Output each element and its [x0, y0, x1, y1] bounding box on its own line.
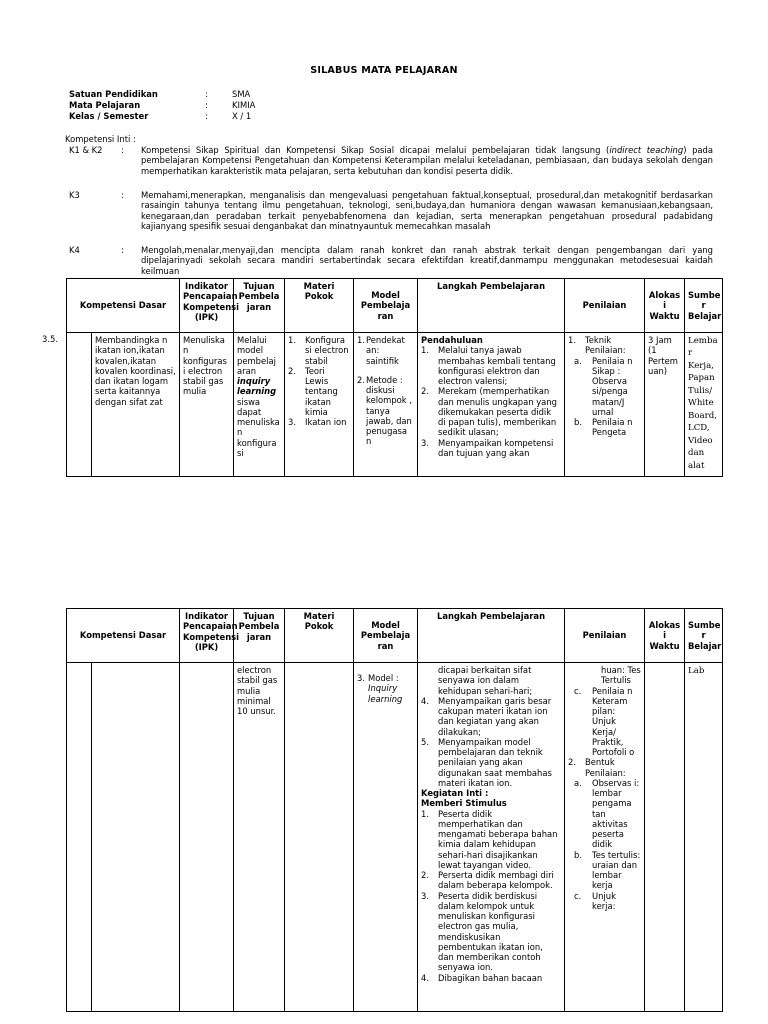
header-model: Model Pembelaja ran [354, 609, 418, 663]
cell-materi [285, 663, 354, 1012]
list-item [574, 686, 641, 758]
list-item [574, 417, 641, 438]
kd-number: 3.5. [42, 334, 58, 344]
cell-empty [67, 333, 92, 477]
cell-sumber: Lab [685, 663, 723, 1012]
item-text: Metode : diskusi kelompok , tanya jawab, dan penugasa n [366, 374, 412, 447]
cell-ipk [180, 663, 234, 1012]
list-item [568, 757, 641, 778]
meta-value: X / 1 [232, 111, 252, 121]
header-tujuan: Tujuan Pembela jaran [234, 609, 285, 663]
item-text: Teknik Penilaian: [585, 335, 626, 356]
cell-kd [92, 663, 180, 1012]
tujuan-text: Melalui model pembelaj aran [237, 335, 276, 376]
list-item [421, 891, 561, 973]
item-num: 3. [288, 417, 297, 427]
ki-code: K4 [69, 245, 80, 255]
item-num: 4. [421, 695, 430, 706]
item-text: Penilaia n Sikap : Observa si/penga matan/J urnal [592, 355, 633, 417]
item-num: 2. [568, 757, 577, 768]
header-ipk: Indikator Pencapaian Kompetensi (IPK) [180, 279, 234, 333]
item-text: Penilaia n Pengeta [592, 417, 633, 438]
item-num: 1. [357, 335, 366, 345]
model-label: Model : [368, 673, 399, 683]
cell-alokasi [645, 663, 685, 1012]
cell-model [354, 333, 418, 477]
stimulus-heading: Memberi Stimulus [421, 798, 507, 809]
item-text: Melalui tanya jawab membahas kembali tentang konfigurasi elektron dan electron valensi; [438, 345, 556, 386]
cell-langkah [418, 663, 565, 1012]
item-text: Konfigura si electron stabil [305, 335, 349, 366]
list-item [421, 696, 561, 737]
item-num: b. [574, 849, 582, 860]
list-item [421, 737, 561, 788]
header-model: Model Pembelaja ran [354, 279, 418, 333]
header-sumber: Sumbe r Belajar [685, 609, 723, 663]
item-num: 2. [421, 386, 430, 397]
header-langkah: Langkah Pembelajaran [418, 609, 565, 663]
cell-sumber: Lemba r Kerja, Papan Tulis/ White Board, LCD, Video dan alat [685, 333, 723, 477]
item-num: 4. [421, 972, 430, 983]
list-item [357, 335, 414, 366]
item-text: Peserta didik memperhatikan dan mengamati beberapa bahan kimia dalam kehidupan sehari-hari disajikankan lewat tayangan video. [438, 808, 558, 870]
list-item [574, 891, 641, 912]
syllabus-table-2 [66, 608, 723, 1012]
langkah-continued: dicapai berkaitan sifat senyawa ion dalam kehidupan sehari-hari; [438, 665, 533, 696]
cell-alokasi: 3 Jam (1 Pertem uan) [645, 333, 685, 477]
meta-value: SMA [232, 89, 251, 99]
page-title: SILABUS MATA PELAJARAN [310, 65, 458, 76]
item-num: 5. [421, 736, 430, 747]
ki-heading: Kompetensi Inti : [65, 134, 136, 144]
item-num: c. [574, 685, 582, 696]
item-text: Unjuk kerja: [592, 890, 616, 911]
list-item [357, 673, 414, 704]
ki-text: Memahami,menerapkan, menganalisis dan mengevaluasi pengetahuan faktual,konseptual, prosedural,dan metakognitif berdasarkan rasaingin tahunya tentang ilmu pengetahuan, teknologi, seni,budaya,dan humaniora dengan wawasan kemanusiaan,kebangsaan, kenegaraan,dan peradaban terkait penyebabfenomena dan kejadian, serta menerapkan pengetahuan prosedural padabidang kajianyang spesifik sesuai denganbakat dan minatnyauntuk memecahkan masalah [141, 190, 713, 231]
item-num: 2. [421, 870, 430, 880]
list-item [421, 386, 561, 437]
header-tujuan: Tujuan Pembela jaran [234, 279, 285, 333]
cell-ipk: Menuliska n konfiguras i electron stabil gas mulia [180, 333, 234, 477]
ki-sep: : [121, 245, 124, 255]
header-kd: Kompetensi Dasar [67, 609, 180, 663]
item-text: Merekam (memperhatikan dan menulis ungkapan yang dikemukakan peserta didik di papan tulis), memberikan sedikit ulasan; [438, 386, 557, 438]
list-item [421, 870, 561, 891]
ki-text: Mengolah,menalar,menyaji,dan mencipta dalam ranah konkret dan ranah abstrak terkait dengan pengembangan dari yang dipelajarinyadi sekolah secara mandiri sertabertindak secara efektifdan kreatif,danmampu menggunakan metodesesuai kaidah keilmuan [141, 245, 713, 276]
header-alokasi: Alokas i Waktu [645, 279, 685, 333]
list-item [568, 335, 641, 356]
item-text [368, 673, 414, 704]
item-num: 1. [568, 335, 577, 345]
item-num: 1. [421, 345, 430, 356]
list-item [574, 778, 641, 850]
list-item [288, 417, 350, 427]
list-item [288, 335, 350, 366]
item-text: Menyampaikan kompetensi dan tujuan yang akan [438, 437, 554, 458]
item-num: a. [574, 777, 582, 788]
ki-code: K1 & K2 [69, 145, 103, 155]
list-item [574, 356, 641, 418]
item-num: 3. [421, 890, 430, 901]
list-item [421, 438, 561, 459]
cell-model [354, 663, 418, 1012]
cell-penilaian [565, 663, 645, 1012]
item-num: a. [574, 355, 582, 366]
item-num: c. [574, 890, 582, 901]
kegiatan-inti-heading: Kegiatan Inti : [421, 788, 489, 798]
item-num: b. [574, 417, 582, 427]
item-num: 3. [421, 437, 430, 448]
penilaian-continued: huan: Tes Tertulis [601, 665, 641, 686]
header-kd: Kompetensi Dasar [67, 279, 180, 333]
list-item [421, 345, 561, 386]
ki-text-part: ) pada pembelajaran Kompetensi Pengetahuan dan Kompetensi Keterampilan melalui keteladanan, pembiasaan, dan budaya sekolah dengan memperhatikan karakteristik mata pelajaran, serta kebutuhan dan kondisi peserta didik. [141, 145, 713, 176]
item-text: Menyampaikan garis besar cakupan materi ikatan ion dan kegiatan yang akan dilakukan; [438, 695, 552, 737]
item-text: Peserta didik berdiskusi dalam kelompok untuk menuliskan konfigurasi electron gas mulia, mendiskusikan pembentukan ikatan ion, dan memberikan contoh senyawa ion. [438, 890, 543, 973]
meta-sep: : [205, 111, 208, 121]
list-item [357, 375, 414, 447]
item-text: Ikatan ion [305, 417, 347, 427]
header-ipk: Indikator Pencapaian Kompetensi (IPK) [180, 609, 234, 663]
meta-sep: : [205, 100, 208, 110]
ki-text-italic: indirect teaching [609, 145, 684, 155]
meta-label: Kelas / Semester [69, 111, 149, 121]
item-num: 2. [288, 365, 297, 376]
header-materi: Materi Pokok [285, 609, 354, 663]
meta-label: Mata Pelajaran [69, 100, 141, 110]
item-num: 1. [288, 335, 297, 345]
item-text: Teori Lewis tentang ikatan kimia [305, 365, 338, 417]
ki-sep: : [121, 190, 124, 200]
meta-sep: : [205, 89, 208, 99]
header-langkah: Langkah Pembelajaran [418, 279, 565, 333]
ki-text [141, 145, 713, 176]
list-item [288, 366, 350, 417]
item-text: Pendekat an: saintifik [366, 335, 405, 366]
cell-empty [67, 663, 92, 1012]
meta-label: Satuan Pendidikan [69, 89, 158, 99]
list-item [421, 973, 561, 983]
item-text: Observas i: lembar pengama tan aktivitas peserta didik [592, 777, 640, 850]
ki-sep: : [121, 145, 124, 155]
langkah-heading: Pendahuluan [421, 335, 483, 345]
cell-tujuan: electron stabil gas mulia minimal 10 unsur. [234, 663, 285, 1012]
cell-kd: Membandingka n ikatan ion,ikatan kovalen,ikatan kovalen koordinasi, dan ikatan logam serta kaitannya dengan sifat zat [92, 333, 180, 477]
ki-code: K3 [69, 190, 80, 200]
cell-materi [285, 333, 354, 477]
cell-penilaian [565, 333, 645, 477]
item-text: Bentuk Penilaian: [585, 757, 626, 778]
syllabus-table-1 [66, 278, 723, 477]
list-item [421, 809, 561, 871]
item-text: Dibagikan bahan bacaan [438, 972, 543, 983]
tujuan-text: siswa dapat menuliska n konfigura si [237, 396, 280, 458]
item-text: Menyampaikan model pembelajaran dan teknik penilaian yang akan digunakan saat membahas materi ikatan ion. [438, 736, 552, 788]
ki-text-part: Kompetensi Sikap Spiritual dan Kompetensi Sikap Sosial dicapai melalui pembelajaran tidak langsung ( [141, 145, 610, 155]
meta-value: KIMIA [232, 100, 256, 110]
cell-langkah [418, 333, 565, 477]
header-materi: Materi Pokok [285, 279, 354, 333]
item-text: Penilaia n Keteram pilan: Unjuk Kerja/ Praktik, Portofoli o [592, 685, 635, 757]
header-alokasi: Alokas i Waktu [645, 609, 685, 663]
item-text: Perserta didik membagi diri dalam beberapa kelompok. [438, 870, 554, 891]
header-penilaian: Penilaian [565, 279, 645, 333]
list-item [574, 850, 641, 891]
model-name: Inquiry learning [368, 683, 403, 704]
item-num: 2. [357, 374, 366, 385]
item-num: 3. [357, 673, 366, 683]
item-num: 1. [421, 808, 430, 819]
header-sumber: Sumbe r Belajar [685, 279, 723, 333]
tujuan-italic: inquiry learning [237, 376, 277, 397]
item-text: Tes tertulis: uraian dan lembar kerja [592, 849, 641, 891]
cell-tujuan [234, 333, 285, 477]
header-penilaian: Penilaian [565, 609, 645, 663]
